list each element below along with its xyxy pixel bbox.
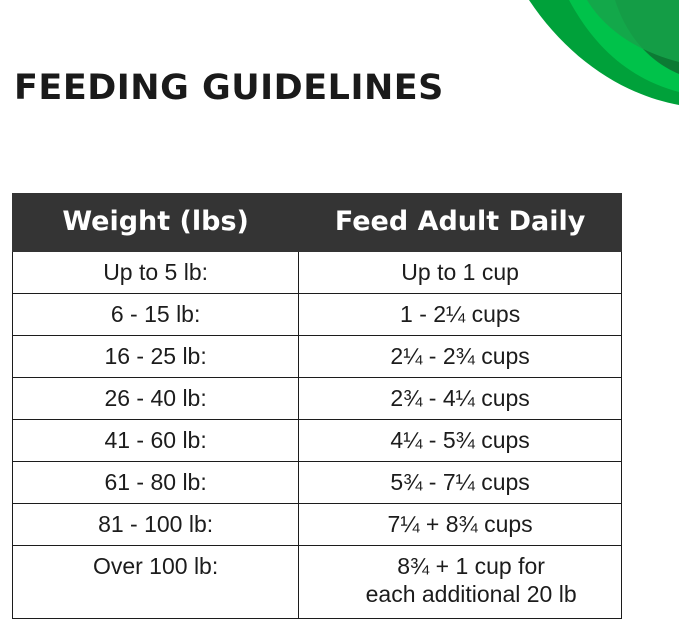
cell-weight: 16 - 25 lb: bbox=[13, 336, 299, 378]
cell-feed: 2¼ - 2¾ cups bbox=[299, 336, 622, 378]
cell-weight: 6 - 15 lb: bbox=[13, 294, 299, 336]
cell-weight: 41 - 60 lb: bbox=[13, 420, 299, 462]
cell-weight: Over 100 lb: bbox=[13, 546, 299, 619]
table-row bbox=[13, 294, 622, 336]
cell-feed: 4¼ - 5¾ cups bbox=[299, 420, 622, 462]
cell-weight: 81 - 100 lb: bbox=[13, 504, 299, 546]
table-row bbox=[13, 546, 622, 619]
cell-weight: 61 - 80 lb: bbox=[13, 462, 299, 504]
cell-weight: Up to 5 lb: bbox=[13, 252, 299, 294]
page-title: FEEDING GUIDELINES bbox=[14, 68, 444, 108]
cell-feed: Up to 1 cup bbox=[299, 252, 622, 294]
table-row bbox=[13, 420, 622, 462]
cell-feed: 1 - 2¼ cups bbox=[299, 294, 622, 336]
column-header-weight: Weight (lbs) bbox=[13, 194, 299, 252]
cell-feed-line2: each additional 20 lb bbox=[365, 581, 577, 608]
cell-feed: 2¾ - 4¼ cups bbox=[299, 378, 622, 420]
cell-feed: 7¼ + 8¾ cups bbox=[299, 504, 622, 546]
column-header-feed: Feed Adult Daily bbox=[299, 194, 622, 252]
table-row bbox=[13, 378, 622, 420]
cell-feed-line1: 8¾ + 1 cup for bbox=[397, 553, 545, 580]
feeding-guidelines-table bbox=[12, 193, 622, 619]
cell-weight: 26 - 40 lb: bbox=[13, 378, 299, 420]
table-row bbox=[13, 336, 622, 378]
cell-feed: 5¾ - 7¼ cups bbox=[299, 462, 622, 504]
table-row bbox=[13, 462, 622, 504]
green-swoosh-icon bbox=[419, 0, 679, 200]
cell-feed bbox=[299, 546, 622, 619]
table-header-row bbox=[13, 194, 622, 252]
table-row bbox=[13, 252, 622, 294]
table-row bbox=[13, 504, 622, 546]
decorative-swoosh bbox=[419, 0, 679, 200]
